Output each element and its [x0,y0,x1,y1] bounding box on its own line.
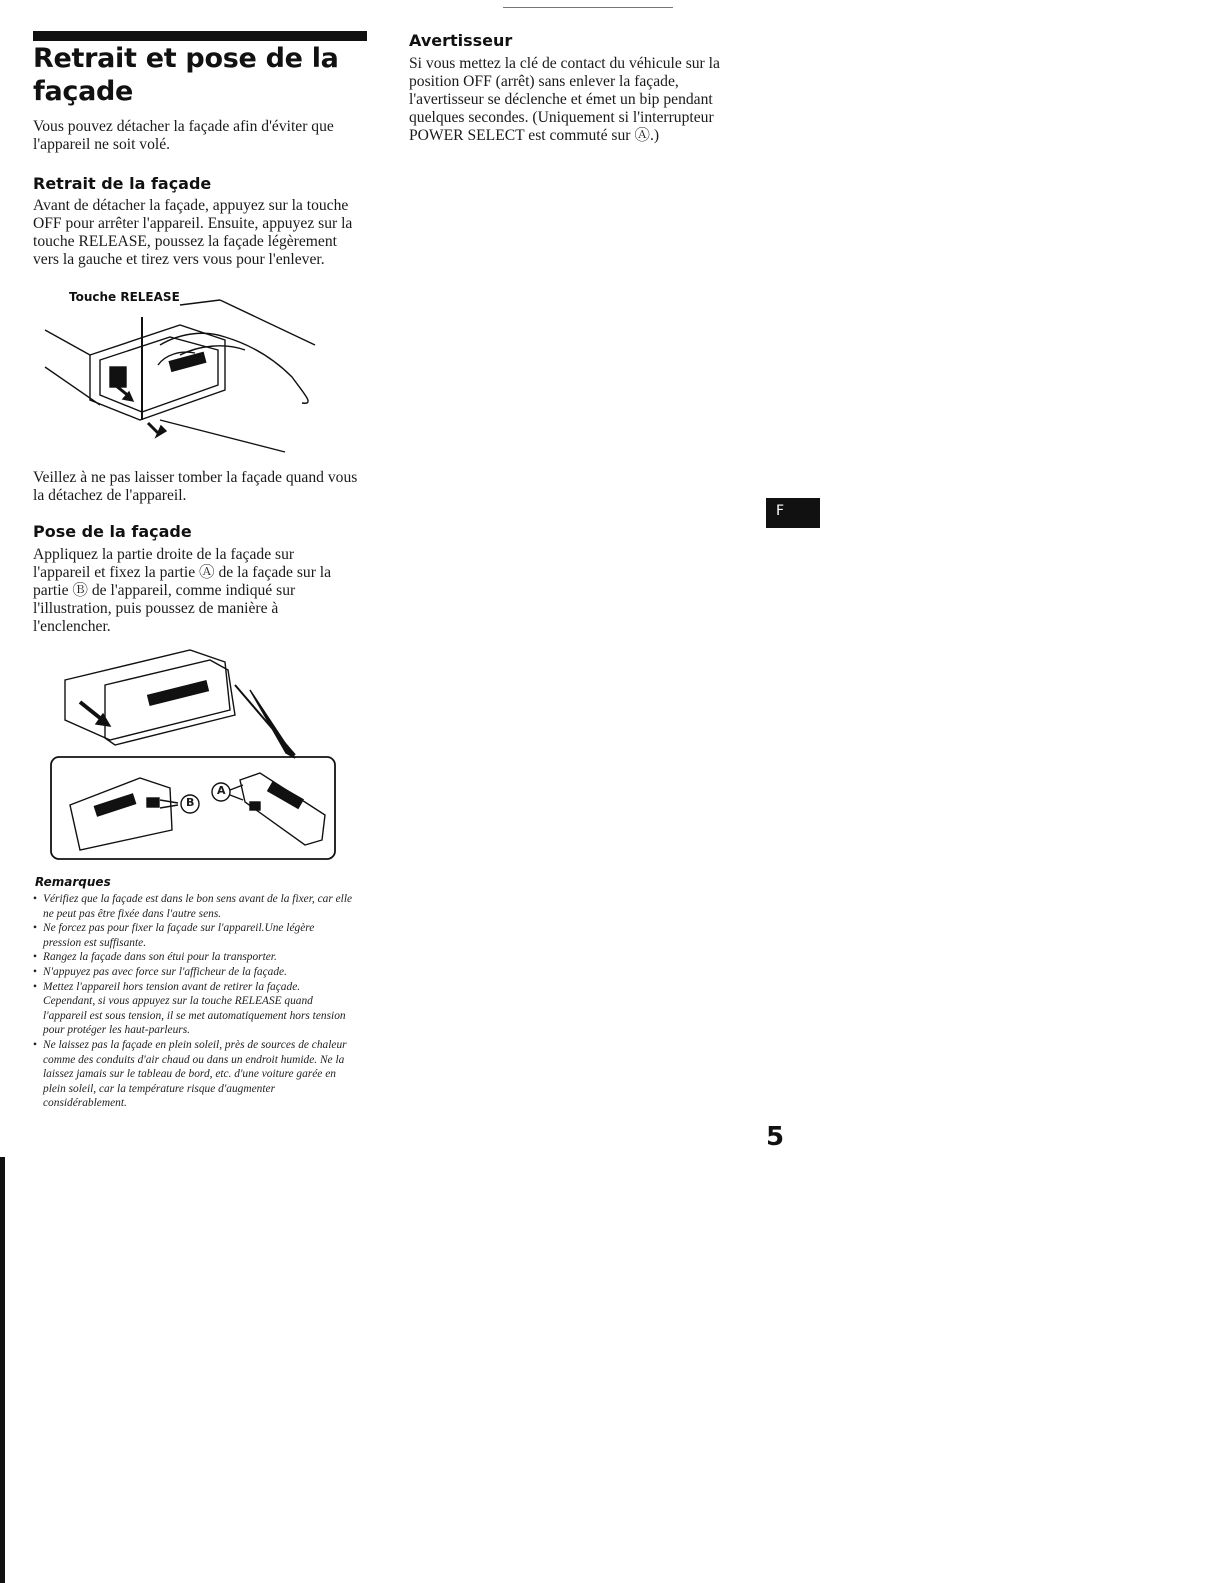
removal-caution: Veillez à ne pas laisser tomber la façade quand vous la détachez de l'appareil. [33,469,358,504]
note-item: • Vérifiez que la façade est dans le bon sens avant de la fixer, car elle ne peut pas être fixée dans l'autre sens. [33,892,355,921]
attach-illustration [50,640,350,865]
removal-illustration [30,295,370,465]
language-tab-label: F [776,503,785,519]
language-tab [766,498,820,528]
attach-paragraph: Appliquez la partie droite de la façade sur l'appareil et fixez la partie Ⓐ de la façade sur la partie Ⓑ de l'appareil, comme indiqué sur l'illustration, puis poussez de manière à l'enclencher. [33,546,332,635]
alarm-paragraph: Si vous mettez la clé de contact du véhicule sur la position OFF (arrêt) sans enlever la façade, l'avertisseur se déclenche et émet un bip pendant quelques secondes. (Uniquement si l'interrupteur POWER SELECT est commuté sur Ⓐ.) [409,55,720,144]
page-title: Retrait et pose de la façade [33,43,339,107]
page-number: 5 [766,1122,785,1152]
release-button-label: Touche RELEASE [69,290,180,304]
title-rule [33,31,367,41]
removal-paragraph: Avant de détacher la façade, appuyez sur la touche OFF pour arrêter l'appareil. Ensuite, appuyez sur la touche RELEASE, poussez la façade légèrement vers la gauche et tirez vers vous pour l'enlever. [33,197,353,268]
note-item: • N'appuyez pas avec force sur l'afficheur de la façade. [33,965,355,980]
attach-heading: Pose de la façade [33,522,192,541]
removal-heading: Retrait de la façade [33,174,212,193]
notes-list [33,892,355,1111]
notes-title: Remarques [35,875,111,889]
label-a: A [217,784,226,797]
alarm-heading: Avertisseur [409,31,513,50]
intro-paragraph: Vous pouvez détacher la façade afin d'éviter que l'appareil ne soit volé. [33,118,334,153]
note-item: • Ne forcez pas pour fixer la façade sur l'appareil.Une légère pression est suffisante. [33,921,355,950]
note-item: • Ne laissez pas la façade en plein soleil, près de sources de chaleur comme des conduits d'air chaud ou dans un endroit humide. Ne la laissez jamais sur le tableau de bord, etc. d'une voiture garée en plein soleil, car la température risque d'augmenter considérablement. [33,1038,355,1111]
note-item: • Rangez la façade dans son étui pour la transporter. [33,950,355,965]
scan-edge-bar [0,1157,5,1583]
note-item: • Mettez l'appareil hors tension avant de retirer la façade. Cependant, si vous appuyez sur la touche RELEASE quand l'appareil est sous tension, il se met automatiquement hors tension pour protéger les haut-parleurs. [33,980,355,1038]
scan-artifact-line [503,7,673,8]
label-b: B [186,796,195,809]
